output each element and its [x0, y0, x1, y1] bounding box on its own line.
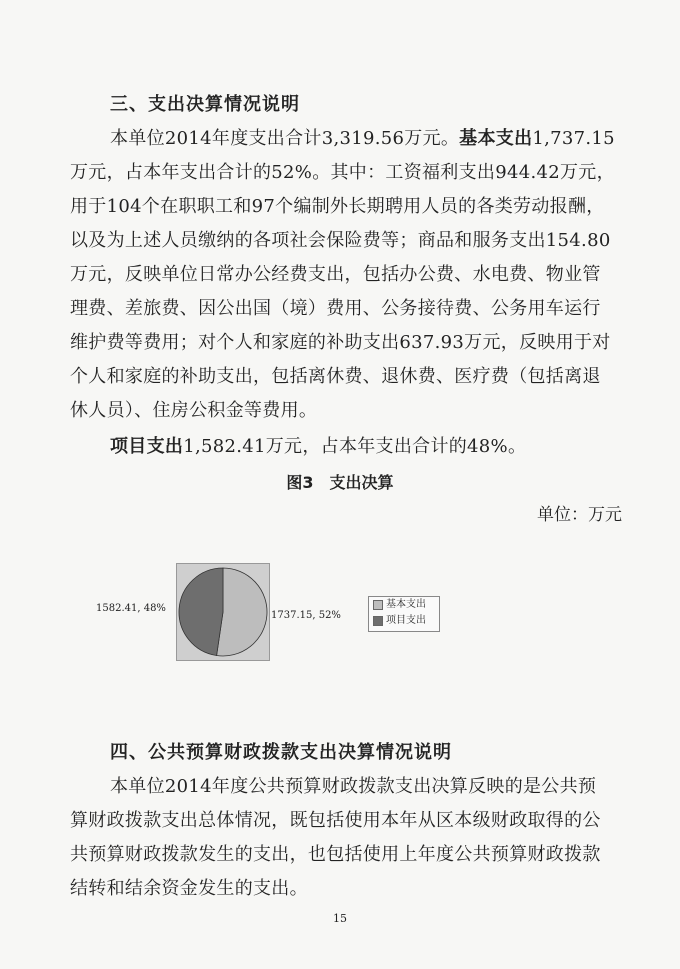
legend-swatch: [373, 616, 383, 626]
paragraph-line: 个人和家庭的补助支出，包括离休费、退休费、医疗费（包括离退: [70, 366, 601, 387]
legend-item-project: [369, 613, 439, 629]
slice-label-project: 1582.41, 48%: [96, 603, 166, 614]
legend-item-basic: [369, 597, 439, 613]
page-number: 15: [333, 912, 347, 925]
section-4-heading: 四、公共预算财政拨款支出决算情况说明: [110, 742, 452, 763]
pie-slice-project: [179, 568, 223, 656]
pie-slice-basic: [217, 568, 267, 656]
bold-term: 项目支出: [110, 436, 184, 457]
paragraph-line: 用于104个在职职工和97个编制外长期聘用人员的各类劳动报酬，: [70, 196, 605, 217]
figure-title: 图3 支出决算: [286, 473, 394, 492]
paragraph-line: 万元，反映单位日常办公经费支出，包括办公费、水电费、物业管: [70, 264, 601, 285]
paragraph-line: 本单位2014年度公共预算财政拨款支出决算反映的是公共预: [110, 776, 597, 797]
legend-label: 项目支出: [386, 615, 426, 626]
text-run: 1,582.41万元，占本年支出合计的48%。: [183, 436, 527, 457]
legend-label: 基本支出: [386, 599, 426, 610]
unit-label: 单位：万元: [537, 505, 622, 525]
legend-swatch: [373, 600, 383, 610]
paragraph-line: 维护费等费用；对个人和家庭的补助支出637.93万元，反映用于对: [70, 332, 611, 353]
pie-chart: [177, 564, 269, 660]
paragraph-line: 以及为上述人员缴纳的各项社会保险费等；商品和服务支出154.80: [70, 230, 611, 251]
paragraph-line: [110, 432, 526, 458]
text-run: 1,737.15: [532, 128, 615, 149]
chart-legend: [368, 596, 440, 632]
text-run: 本单位2014年度支出合计3,319.56万元。: [110, 128, 460, 149]
bold-term: 基本支出: [459, 128, 533, 149]
paragraph-line: 算财政拨款支出总体情况，既包括使用本年从区本级财政取得的公: [70, 810, 601, 831]
paragraph-line: 共预算财政拨款发生的支出，也包括使用上年度公共预算财政拨款: [70, 844, 601, 865]
paragraph-line: 万元，占本年支出合计的52%。其中：工资福利支出944.42万元，: [70, 162, 615, 183]
paragraph-line: 结转和结余资金发生的支出。: [70, 878, 308, 899]
chart-plot-area: [176, 563, 270, 661]
paragraph-line: 休人员）、住房公积金等费用。: [70, 400, 318, 421]
section-3-heading: 三、支出决算情况说明: [110, 94, 300, 115]
paragraph-line: 理费、差旅费、因公出国（境）费用、公务接待费、公务用车运行: [70, 298, 601, 319]
slice-label-basic: 1737.15, 52%: [271, 610, 341, 621]
paragraph-line: [110, 124, 615, 150]
